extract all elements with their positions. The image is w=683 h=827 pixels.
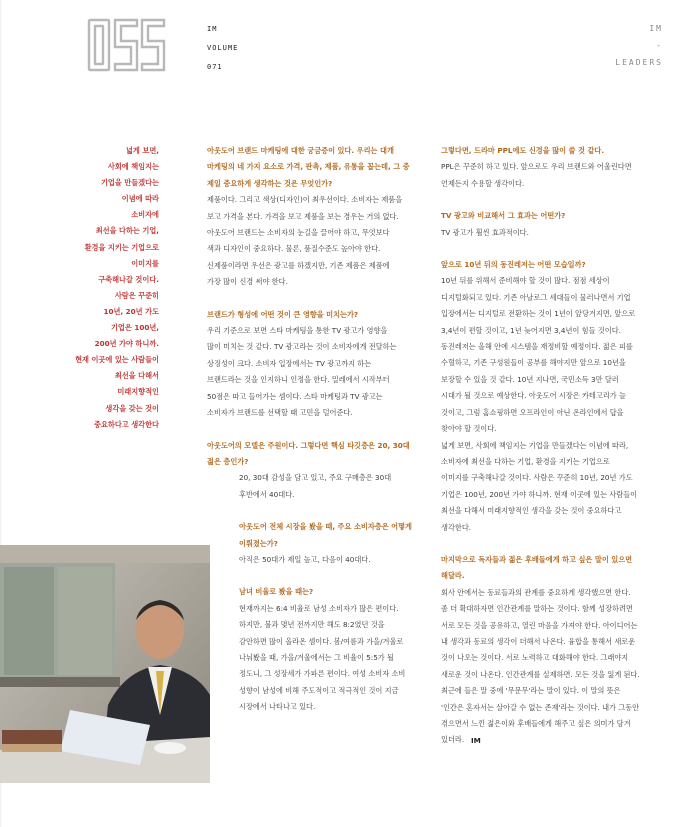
- text-line: 아웃도어 전체 시장을 봤을 때, 주요 소비자층은 어떻게: [239, 522, 412, 532]
- page-number: [86, 16, 166, 74]
- text-line: 겪으면서 느낀 젊은이와 후배들에게 해주고 싶은 의미가 담겨: [441, 719, 631, 728]
- interview-column-right: [441, 143, 669, 749]
- text-line: TV 광고와 비교해서 그 효과는 어떤가?: [441, 211, 566, 221]
- interview-photo: [0, 545, 210, 783]
- text-line: 10년 뒤를 위해서 준비해야 할 것이 많다. 점점 세상이: [441, 276, 610, 286]
- text-line: 신제품이라면 우선은 광고를 하겠지만, 기존 제품은 제품에: [207, 260, 390, 270]
- meta-line: 071: [207, 63, 223, 71]
- text-line: 남녀 비율로 봤을 때는?: [239, 587, 314, 597]
- text-line: 내 생각과 동료의 생각이 더해서 나온다. 융합을 통해서 새로운: [441, 636, 636, 646]
- text-line: 아웃도어 브랜드 마케팅에 대한 궁금증이 있다. 우리는 대개: [207, 146, 394, 155]
- text-line: 서로 모든 것을 공유하고, 열린 마음을 가져야 한다. 아이디어는: [441, 620, 638, 630]
- interview-question: [441, 208, 669, 224]
- text-line: 색과 디자인이 중요하다. 물론, 품질수준도 높아야 한다.: [207, 244, 381, 254]
- pull-quote-line: 환경을 지키는 기업으로: [84, 242, 159, 252]
- issue-meta: [207, 20, 238, 77]
- interview-question: [441, 257, 669, 273]
- text-line: 아웃도어의 모델은 주원이다. 그렇다면 핵심 타깃층은 20, 30대: [207, 440, 410, 450]
- brand-line: LEADERS: [615, 58, 663, 67]
- pull-quote-line: 현재 이곳에 있는 사람들이: [75, 355, 159, 365]
- interview-column-middle: [207, 143, 425, 716]
- interview-answer: [207, 323, 425, 421]
- interview-answer: [441, 273, 669, 536]
- text-line: 좀 더 확대하자면 인간관계를 말하는 것이다. 함께 성장하려면: [441, 604, 633, 614]
- interview-answer: [207, 601, 425, 716]
- text-line: 최선을 다해서 미래지향적인 생각을 갖는 것이 중요하다고: [441, 506, 622, 516]
- text-line: 수혈하고, 기존 구성원들이 공부를 해야지만 앞으로 10년을: [441, 358, 626, 368]
- text-line: 마케팅의 네 가지 요소로 가격, 판촉, 제품, 유통을 꼽는데, 그 중: [207, 162, 410, 172]
- text-line: 많이 미치는 것 같다. TV 광고라는 것이 소비자에게 전달하는: [207, 342, 397, 352]
- brand-line: -: [656, 41, 663, 50]
- text-line: '인간은 혼자서는 살아갈 수 없는 존재'라는 것이다. 내가 그동안: [441, 702, 640, 712]
- text-line: 상징성이 크다. 소비자 입장에서는 TV 광고까지 하는: [207, 358, 372, 368]
- text-line: 기업은 100년, 200년 가야 하니까. 현재 이곳에 있는 사람들이: [441, 489, 638, 499]
- text-line: 제일 중요하게 생각하는 것은 무엇인가?: [207, 178, 333, 188]
- page-number-graphic: [86, 16, 166, 74]
- text-line: 우리 기준으로 보면 스타 마케팅을 통한 TV 광고가 영향을: [207, 326, 388, 336]
- pull-quote-line: 기업은 100년,: [110, 323, 159, 333]
- pull-quote-line: 넓게 보면,: [125, 146, 159, 155]
- interview-question: [207, 307, 425, 323]
- text-line: 브랜드가 형성에 어떤 것이 큰 영향을 미치는가?: [207, 309, 359, 319]
- text-line: 입장에서는 디지털로 전환하는 것이 1년이 앞당겨지면, 앞으로: [441, 309, 636, 319]
- text-line: 50점은 따고 들어가는 셈이다. 스타 마케팅과 TV 광고는: [207, 391, 383, 401]
- text-line: 이미지를 구축해나갈 것이다. 사람은 꾸준히 10년, 20년 가도: [441, 473, 633, 483]
- text-line: 최근에 들은 말 중에 '무문무'라는 말이 있다. 이 말의 뜻은: [441, 686, 621, 696]
- text-line: 보장할 수 있을 것 같다. 10년 지나면, 국민소득 3만 달러: [441, 374, 619, 384]
- interview-question: [207, 519, 425, 552]
- text-line: 새로운 것이 나온다. 인간관계를 실제하면. 모든 것을 잃게 된다.: [441, 669, 640, 679]
- pull-quote-line: 사람은 꾸준히: [114, 290, 159, 300]
- pull-quote-line: 최선을 다하는 기업,: [95, 226, 159, 236]
- text-line: 그렇다면, 드라마 PPL에도 신경을 많이 쓸 것 같다.: [441, 146, 605, 155]
- text-line: 20, 30대 감성을 담고 있고, 주요 구매층은 30대: [239, 473, 392, 483]
- text-line: 디지털화되고 있다. 기존 아날로그 세대들이 물러나면서 기업: [441, 292, 631, 302]
- text-line: 이뤄졌는가?: [239, 538, 278, 548]
- pull-quote-line: 소비자에: [131, 210, 159, 220]
- text-line: 동진레저는 올해 안에 시스템을 재정비할 예정이다. 젊은 피를: [441, 342, 633, 352]
- pull-quote-line: 생각을 갖는 것이: [105, 403, 159, 413]
- interview-question: [207, 438, 425, 471]
- text-line: 하지만, 불과 몇년 전까지만 해도 8:2였던 것을: [239, 620, 385, 630]
- pull-quote-line: 중요하다고 생각한다: [94, 419, 159, 429]
- interview-question: [441, 143, 669, 159]
- end-mark: IM: [471, 735, 481, 745]
- text-line: 보고 가격을 본다. 가격을 보고 제품을 보는 경우는 거의 없다.: [207, 211, 399, 221]
- text-line: 있더라.: [441, 735, 465, 745]
- text-line: 3,4년이 편할 것이고, 1년 늦어지면 3,4년이 힘들 것이다.: [441, 325, 621, 335]
- text-line: 젊은 층인가?: [207, 456, 249, 466]
- interview-question: [441, 552, 669, 585]
- text-line: 브랜드라는 것을 인지하니 인정을 한다. 밀레에서 시작부터: [207, 375, 390, 385]
- meta-line: IM: [207, 25, 218, 33]
- pull-quote-line: 10년, 20년 가도: [103, 306, 159, 316]
- portrait-image: [0, 545, 210, 783]
- interview-answer: [441, 159, 669, 192]
- text-line: 앞으로 10년 뒤의 동진레저는 어떤 모습일까?: [441, 260, 586, 270]
- text-line: 언제든지 수용할 생각이다.: [441, 178, 525, 188]
- meta-line: VOLUME: [207, 44, 239, 52]
- interview-answer: [207, 470, 425, 503]
- pull-quote-line: 기업을 만들겠다는: [100, 178, 159, 188]
- text-line: 해달라.: [441, 571, 465, 581]
- text-line: 찾아야 할 것이다.: [441, 424, 497, 434]
- text-line: 감안하면 많이 올라온 셈이다. 봄/여름과 가을/겨울로: [239, 636, 404, 646]
- interview-answer: [207, 192, 425, 290]
- brand-line: IM: [649, 24, 663, 33]
- text-line: 소비자에 최선을 다하는 기업, 환경을 지키는 기업으로: [441, 456, 610, 466]
- text-line: 성향이 남성에 비해 주도적이고 적극적인 것이 지금: [239, 685, 399, 695]
- section-brand: [615, 20, 663, 71]
- pull-quote-line: 사회에 책임지는: [107, 162, 159, 172]
- text-line: 마지막으로 독자들과 젊은 후배들에게 하고 싶은 말이 있으면: [441, 554, 633, 564]
- text-line: 넓게 보면, 사회에 책임지는 기업을 만들겠다는 이념에 따라,: [441, 440, 629, 450]
- pull-quote-line: 최선을 다해서: [114, 371, 159, 381]
- text-line: 회사 안에서는 동료들과의 관계를 중요하게 생각했으면 한다.: [441, 587, 631, 597]
- interview-answer: [441, 585, 669, 749]
- pull-quote-line: 200년 가야 하니까.: [94, 339, 159, 349]
- text-line: TV 광고가 훨씬 효과적이다.: [441, 227, 529, 237]
- svg-text:055: 055: [86, 16, 88, 17]
- text-line: 후반에서 40대다.: [239, 489, 295, 499]
- text-line: 가장 많이 신경 써야 한다.: [207, 277, 288, 287]
- text-line: 제품이다. 그리고 색상(디자인)이 최우선이다. 소비자는 제품을: [207, 195, 403, 205]
- text-line: 것이 나오는 것이다. 서로 노력하고 대화해야 한다. 그래야지: [441, 653, 629, 663]
- text-line: 나눠봤을 때, 가을/겨울에서는 그 비율이 5:5가 될: [239, 652, 394, 662]
- pull-quote-line: 이미지를: [131, 258, 159, 268]
- text-line: 아직은 50대가 제일 높고, 다음이 40대다.: [239, 554, 371, 564]
- pull-quote-line: 미래지향적인: [117, 387, 159, 397]
- interview-question: [207, 143, 425, 192]
- text-line: 정도니, 그 성장세가 가파른 편이다. 여성 소비자 소비: [239, 669, 406, 679]
- text-line: 생각한다.: [441, 522, 472, 532]
- text-line: 현재까지는 6:4 비율로 남성 소비자가 많은 편이다.: [239, 603, 399, 613]
- pull-quote-line: 구축해나갈 것이다.: [98, 274, 159, 284]
- text-line: 소비자가 브랜드를 선택할 때 고민을 덜어준다.: [207, 408, 353, 418]
- pull-quote-line: 이념에 따라: [121, 194, 159, 204]
- text-line: PPL은 꾸준히 하고 있다. 앞으로도 우리 브랜드와 어울린다면: [441, 162, 632, 172]
- interview-answer: [207, 552, 425, 568]
- text-line: 것이고, 그럼 홈쇼핑하면 오프라인이 아닌 온라인에서 답을: [441, 407, 624, 417]
- interview-answer: [441, 225, 669, 241]
- text-line: 시대가 될 것으로 예상한다. 아웃도어 시장은 카테고리가 늘: [441, 391, 626, 401]
- interview-question: [207, 584, 425, 600]
- text-line: 아웃도어 브랜드는 소비자의 눈길을 끌어야 하고, 무엇보다: [207, 228, 390, 238]
- pull-quote: [40, 143, 159, 433]
- text-line: 시장에서 나타나고 있다.: [239, 702, 316, 712]
